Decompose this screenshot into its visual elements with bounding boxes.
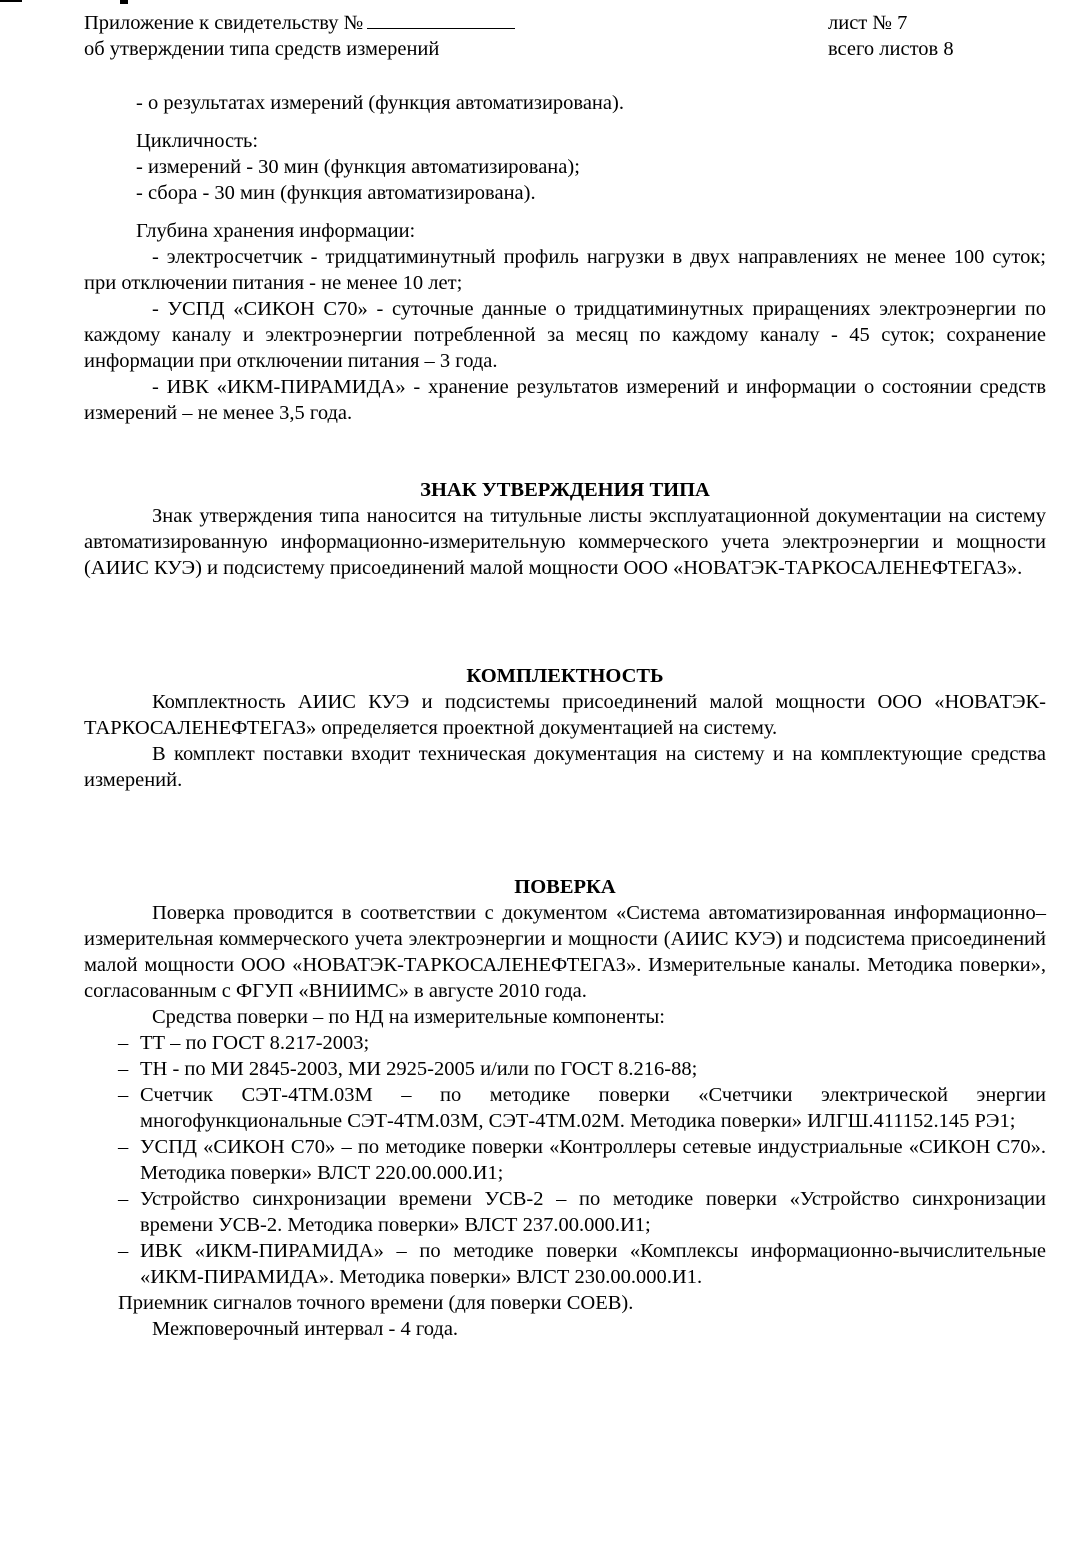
- section-title: ПОВЕРКА: [514, 876, 616, 898]
- cycle-item: - сбора - 30 мин (функция автоматизирована).: [136, 182, 536, 204]
- list-dash: –: [118, 1136, 129, 1158]
- list-dash: –: [118, 1084, 129, 1106]
- section-paragraph: В комплект поставки входит техническая документация на систему и на комплектующие средства измерений.: [84, 743, 1046, 791]
- verification-interval: Межповерочный интервал - 4 года.: [152, 1318, 459, 1340]
- certificate-number-blank: [367, 10, 515, 29]
- verification-means-item: [84, 1056, 1046, 1082]
- cycle-item: - измерений - 30 мин (функция автоматизирована);: [136, 156, 580, 178]
- section-verification: [84, 874, 1046, 1342]
- verification-means-title: Средства поверки – по НД на измерительные компоненты:: [152, 1006, 666, 1028]
- section-title: КОМПЛЕКТНОСТЬ: [466, 665, 664, 687]
- storage-item: - ИВК «ИКМ-ПИРАМИДА» - хранение результатов измерений и информации о состоянии средств измерений – не менее 3,5 года.: [84, 376, 1046, 424]
- header-sheet-info: [828, 10, 954, 62]
- section-paragraph: Поверка проводится в соответствии с документом «Система автоматизированная информационно–измерительная коммерческого учета электроэнергии и мощности (АИИС КУЭ) и подсистема присоединений малой мощности ООО «НОВАТЭК-ТАРКОСАЛЕНЕФТЕГАЗ». Измерительные каналы. Методика поверки», согласованным с ФГУП «ВНИИМС» в августе 2010 года.: [84, 902, 1046, 1002]
- verification-means-item: [84, 1082, 1046, 1134]
- verification-means-item: [84, 1186, 1046, 1238]
- list-item-text: ТТ – по ГОСТ 8.217-2003;: [140, 1032, 370, 1054]
- list-dash: –: [118, 1240, 129, 1262]
- time-receiver-note: Приемник сигналов точного времени (для поверки СОЕВ).: [118, 1292, 634, 1314]
- section-completeness: [84, 663, 1046, 793]
- storage-item: - УСПД «СИКОН С70» - суточные данные о тридцатиминутных приращениях электроэнергии по каждому каналу и электроэнергии потребленной за месяц по каждому каналу - 45 суток; сохранение информации при отключении питания – 3 года.: [84, 298, 1046, 372]
- scan-artifact-mark: [0, 0, 130, 4]
- list-dash: –: [118, 1032, 129, 1054]
- section-type-mark: [84, 477, 1046, 581]
- results-item: - о результатах измерений (функция автоматизирована).: [136, 92, 624, 114]
- list-dash: –: [118, 1058, 129, 1080]
- cycle-title: Цикличность:: [136, 130, 259, 152]
- intro-block: [84, 90, 1046, 426]
- sheet-number: лист № 7: [828, 12, 908, 34]
- list-item-text: ИВК «ИКМ-ПИРАМИДА» – по методике поверки «Комплексы информационно-вычислительные «ИКМ-ПИРАМИДА». Методика поверки» ВЛСТ 230.00.000.И1.: [140, 1240, 1046, 1288]
- section-title: ЗНАК УТВЕРЖДЕНИЯ ТИПА: [420, 479, 710, 501]
- section-paragraph: Комплектность АИИС КУЭ и подсистемы присоединений малой мощности ООО «НОВАТЭК-ТАРКОСАЛЕНЕФТЕГАЗ» определяется проектной документацией на систему.: [84, 691, 1046, 739]
- appendix-subtitle: об утверждении типа средств измерений: [84, 38, 440, 60]
- appendix-certificate-label: Приложение к свидетельству №: [84, 12, 364, 34]
- verification-means-item: [84, 1030, 1046, 1056]
- list-item-text: УСПД «СИКОН С70» – по методике поверки «Контроллеры сетевые индустриальные «СИКОН С70». Методика поверки» ВЛСТ 220.00.000.И1;: [140, 1136, 1046, 1184]
- list-dash: –: [118, 1188, 129, 1210]
- storage-title: Глубина хранения информации:: [136, 220, 416, 242]
- list-item-text: Устройство синхронизации времени УСВ-2 – по методике поверки «Устройство синхронизации времени УСВ-2. Методика поверки» ВЛСТ 237.00.000.И1;: [140, 1188, 1046, 1236]
- verification-means-item: [84, 1134, 1046, 1186]
- section-paragraph: Знак утверждения типа наносится на титульные листы эксплуатационной документации на систему автоматизированную информационно-измерительную коммерческого учета электроэнергии и мощности (АИИС КУЭ) и подсистему присоединений малой мощности ООО «НОВАТЭК-ТАРКОСАЛЕНЕФТЕГАЗ».: [84, 505, 1046, 579]
- header-appendix: [84, 10, 515, 62]
- sheet-total: всего листов 8: [828, 38, 954, 60]
- list-item-text: ТН - по МИ 2845-2003, МИ 2925-2005 и/или по ГОСТ 8.216-88;: [140, 1058, 698, 1080]
- list-item-text: Счетчик СЭТ-4ТМ.03М – по методике поверки «Счетчики электрической энергии многофункциональные СЭТ-4ТМ.03М, СЭТ-4ТМ.02М. Методика поверки» ИЛГШ.411152.145 РЭ1;: [140, 1084, 1046, 1132]
- verification-means-item: [84, 1238, 1046, 1290]
- storage-item: - электросчетчик - тридцатиминутный профиль нагрузки в двух направлениях не менее 100 суток; при отключении питания - не менее 10 лет;: [84, 246, 1046, 294]
